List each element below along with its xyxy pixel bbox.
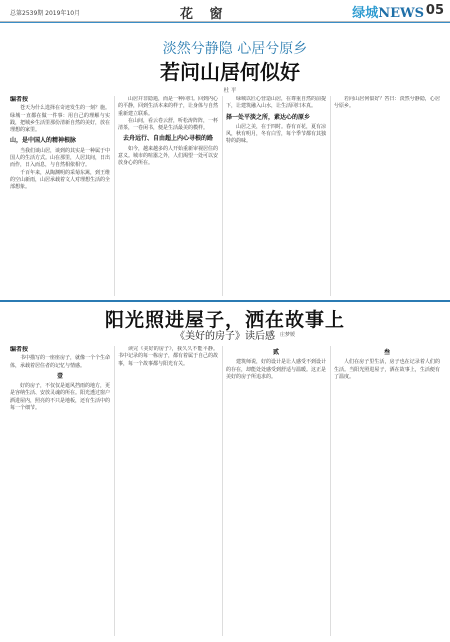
story1-column-3 [226,96,326,296]
story2-subhead-c: 叁 [383,349,390,356]
story2-column-1 [10,346,110,636]
story2-column-3 [226,346,326,636]
story2-column-2 [118,346,218,636]
page-number: 05 [425,3,444,18]
column-rule [330,96,331,296]
story1-headline: 若问山居何似好 [160,60,300,84]
section-title: 花 窗 [180,7,229,22]
story1-byline: 杜 平 [223,88,237,94]
story1-column-2 [118,96,218,296]
editor-note: 苍天为什么选择在奇迹发生的一刻？施。绿城一直都在做一件事：用自己的理解与实践，把城乡生活里那份清新自然的美好，放在理想的家里。 [10,105,110,134]
paragraph: 山居之美，在于四时。春有百花，夏有凉风，秋有明月，冬有白雪，每个季节都有其独特的韵味。 [226,123,326,145]
story1-subhead-c: 择一处平淡之所，素达心的原乡 [226,113,311,121]
brand-name: 绿城 [352,6,379,21]
brand-news: NEWS [378,6,424,21]
story2-headline: 阳光照进屋子，洒在故事上 [104,309,345,331]
story1-column-4 [334,96,440,296]
paragraph: 在山间，看云卷云舒，听松涛阵阵，一杯清茶，一卷闲书，便是生活最美的模样。 [118,117,218,132]
story1-subhead-b: 去舟远行、自由超上内心寻根的路 [122,135,213,143]
page-header [0,0,450,22]
column-rule [114,346,115,636]
story2-subhead-a: 壹 [56,372,63,380]
story2-subhead-b: 贰 [272,349,279,356]
paragraph: 绿城以匠心营造山居，在尊重自然的前提下，让建筑融入山水，让生活回归本真。 [226,96,326,110]
paragraph: 好的房子，不仅仅是遮风挡雨的地方，更是容纳生活、安放灵魂的所在。阳光透过窗户洒进屋内，照亮的不只是地板，还有生活中的每一个细节。 [10,383,110,412]
paragraph: 当我们谈山居，谈到的其实是一种属于中国人的生活方式。山在那里，人居其间，日出而作，日入而息，与自然相依相守。 [10,147,110,169]
editor-note: 书中描写的一座座房子，就像一个个生命体，承载着居住者的记忆与情感。 [10,355,110,369]
story1-column-1 [10,96,110,296]
column-rule [222,96,223,296]
header-rule [0,22,450,23]
story1-kicker: 淡然兮静隐 心居兮原乡 [162,41,308,57]
paragraph: 千百年来，从陶渊明的采菊东篱，到王维的空山新雨，山居承载着文人对理想生活的全部想象。 [10,169,110,191]
paragraph: 建筑师说，好的设计是让人感受不到设计的存在，却能处处感受到舒适与温暖。这正是美好的房子所追求的。 [226,359,326,380]
paragraph: 若问山居何似好？答曰：淡然兮静隐，心居兮原乡。 [334,96,440,110]
paragraph: 山居并非隐遁，而是一种回归。回到内心的平静，回到生活本来的样子，让身体与自然重新建立联系。 [118,96,218,117]
issue-info: 总第2539期 2019年10月 [10,10,81,17]
section-divider [0,300,450,302]
story2-column-4 [334,346,440,636]
story2-byline: 庄梦媛 [280,332,296,338]
brand-logo [352,2,424,21]
column-rule [222,346,223,636]
story2-subtitle: 《美好的房子》读后感 [175,331,275,342]
paragraph: 如今，越来越多的人开始重新审视居住的意义。城市的喧嚣之外，人们渴望一处可以安放身心的所在。 [118,145,218,167]
story1-subhead-a: 山，是中国人的精神根脉 [10,137,77,145]
paragraph: 读完《美好的房子》，我久久不能平静。书中记录的每一栋房子，都有着属于自己的故事，每一个故事都与阳光有关。 [118,346,218,367]
editor-note-label: 编者按 [10,346,29,353]
column-rule [330,346,331,636]
paragraph: 人们在房子里生活，房子也在记录着人们的生活。当阳光照进屋子，洒在故事上，生活便有了温度。 [334,359,440,380]
editor-note-label: 编者按 [10,96,29,103]
column-rule [114,96,115,296]
